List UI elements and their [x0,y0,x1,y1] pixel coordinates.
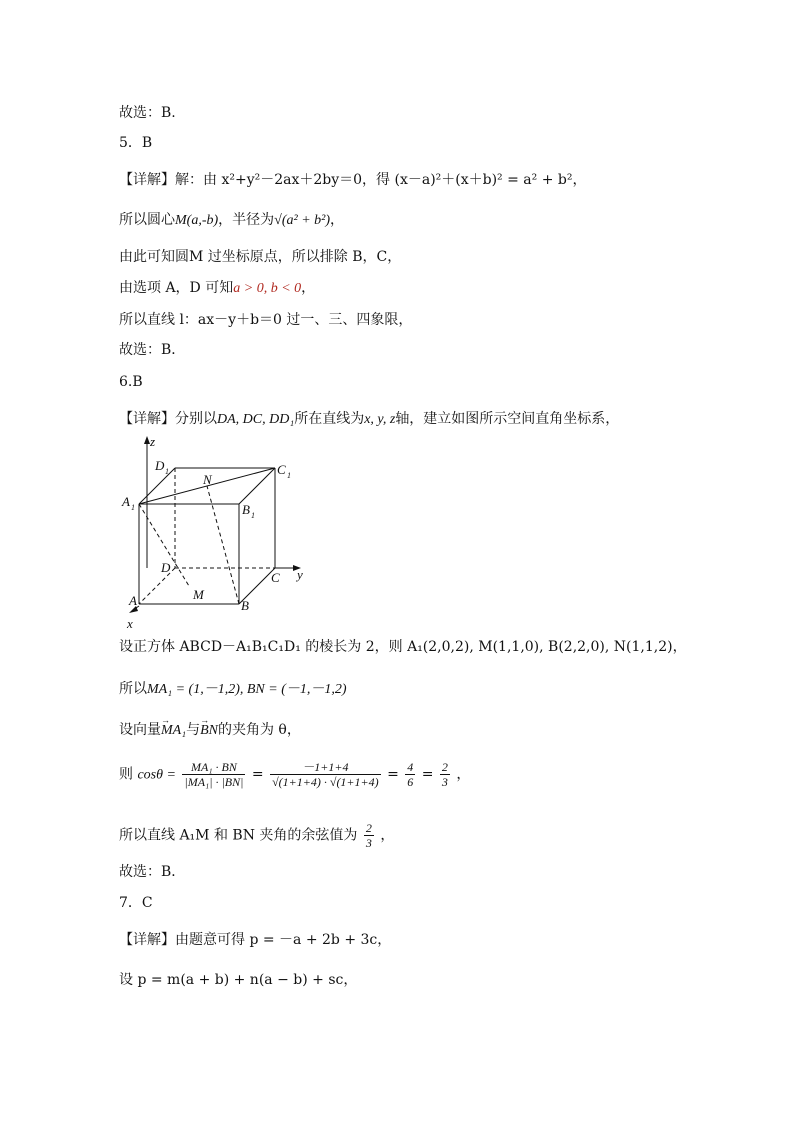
line-07: 所以直线 l：ax－y＋b＝0 过一、三、四象限， [119,312,413,328]
line-10 [119,409,619,430]
edge-c1b1 [239,468,275,504]
line-05: 由此可知圆M 过坐标原点，所以排除 B，C， [119,249,402,265]
line-19: 设 p = m(a + b) + n(a − b) + sc， [119,972,358,988]
line-12 [119,679,347,700]
line-18: 【详解】由题意可得 p = －a + 2b + 3c， [119,932,392,948]
line-13-d: → BN [200,721,218,741]
line-14-f: = [387,766,399,783]
line-06-b: a > 0, b < 0 [233,281,302,296]
edge-d1a1 [139,468,175,504]
line-12-a: 所以 [119,681,147,697]
fraction-result-numerator: 2 [365,821,372,835]
line-13-b: → MA₁ [161,721,186,741]
line-16: 故选：B． [119,864,186,880]
label-n: N [203,472,212,487]
line-01: 故选：B. [119,105,176,121]
fraction-four-sixths-denominator: 6 [407,775,414,789]
line-10-d: x, y, z [364,412,396,427]
line-06 [119,278,315,299]
line-11: 设正方体 ABCD－A₁B₁C₁D₁ 的棱长为 2，则 A₁(2,0,2), M(1,1,0), B(2,2,0), N(1,1,2)， [119,639,687,655]
line-14-a: 则 [119,766,133,783]
line-04 [119,210,344,231]
label-z: z [150,434,156,449]
line-15 [119,821,394,850]
line-13-a: 设向量 [119,722,161,738]
line-04-e: ， [330,212,345,228]
line-04-a: 所以圆心 [119,212,175,228]
fraction-vector-numerator: MA₁ · BN [182,760,245,775]
fraction-two-thirds [440,760,450,789]
line-08: 故选：B． [119,342,186,358]
line-04-d: √(a² + b²) [274,213,331,228]
line-14 [119,760,470,789]
label-d1-sub: 1 [165,467,169,476]
line-15-c: ， [380,827,395,844]
fraction-two-thirds-numerator: 2 [441,760,448,774]
label-d1: D [155,458,165,473]
label-c: C [271,570,280,585]
fraction-numeric-denominator: √(1+1+4) · √(1+1+4) [272,775,379,789]
label-x: x [127,616,133,631]
label-c1-sub: 1 [287,471,291,480]
line-10-a: 【详解】分别以 [119,411,217,427]
label-y: y [297,567,303,582]
fraction-vector-ratio [182,760,245,789]
label-a: A [129,593,137,608]
line-10-e: 轴，建立如图所示空间直角坐标系， [395,411,620,427]
line-02: 5．B [119,135,153,151]
fraction-result-denominator: 3 [365,836,372,850]
label-b: B [241,598,249,613]
line-09: 6.B [119,374,143,390]
label-m: M [193,587,204,602]
line-03: 【详解】解：由 x²+y²－2ax＋2by＝0，得 (x－a)²＋(x＋b)² = a² + b²， [119,172,587,188]
fraction-numeric-numerator: －1+1+4 [270,760,381,775]
line-10-b: DA, DC, DD₁ [217,412,295,427]
line-13-c: 与 [186,722,201,738]
label-d: D [161,560,171,575]
line-06-c: ， [301,280,316,296]
fraction-two-thirds-denominator: 3 [441,775,448,789]
line-17: 7．C [119,895,153,911]
line-14-d: = [251,766,264,783]
fraction-four-sixths-numerator: 4 [407,760,414,774]
line-04-b: M(a,-b) [175,213,219,228]
label-a1-sub: 1 [131,503,135,512]
line-14-h: = [421,766,434,783]
line-04-c: ，半径为 [218,212,275,228]
line-14-j: ， [456,766,471,783]
line-13 [119,720,301,741]
fraction-numeric [270,760,381,789]
line-06-a: 由选项 A，D 可知 [119,280,234,296]
line-15-a: 所以直线 A₁M 和 BN 夹角的余弦值为 [119,827,358,844]
label-a1: A [122,494,130,509]
fraction-vector-denominator: |MA₁| · |BN| [184,775,244,789]
fraction-four-sixths [405,760,415,789]
line-10-c: 所在直线为 [294,411,365,427]
line-13-e: 的夹角为 θ， [217,722,301,738]
label-c1: C [277,462,286,477]
line-12-b: MA₁ = (1,－1,2), BN = (－1,－1,2) [147,682,347,697]
line-14-b: cosθ = [137,767,176,783]
label-b1: B [242,502,250,517]
cube-figure [119,432,319,632]
label-b1-sub: 1 [251,511,255,520]
fraction-result [364,821,374,850]
